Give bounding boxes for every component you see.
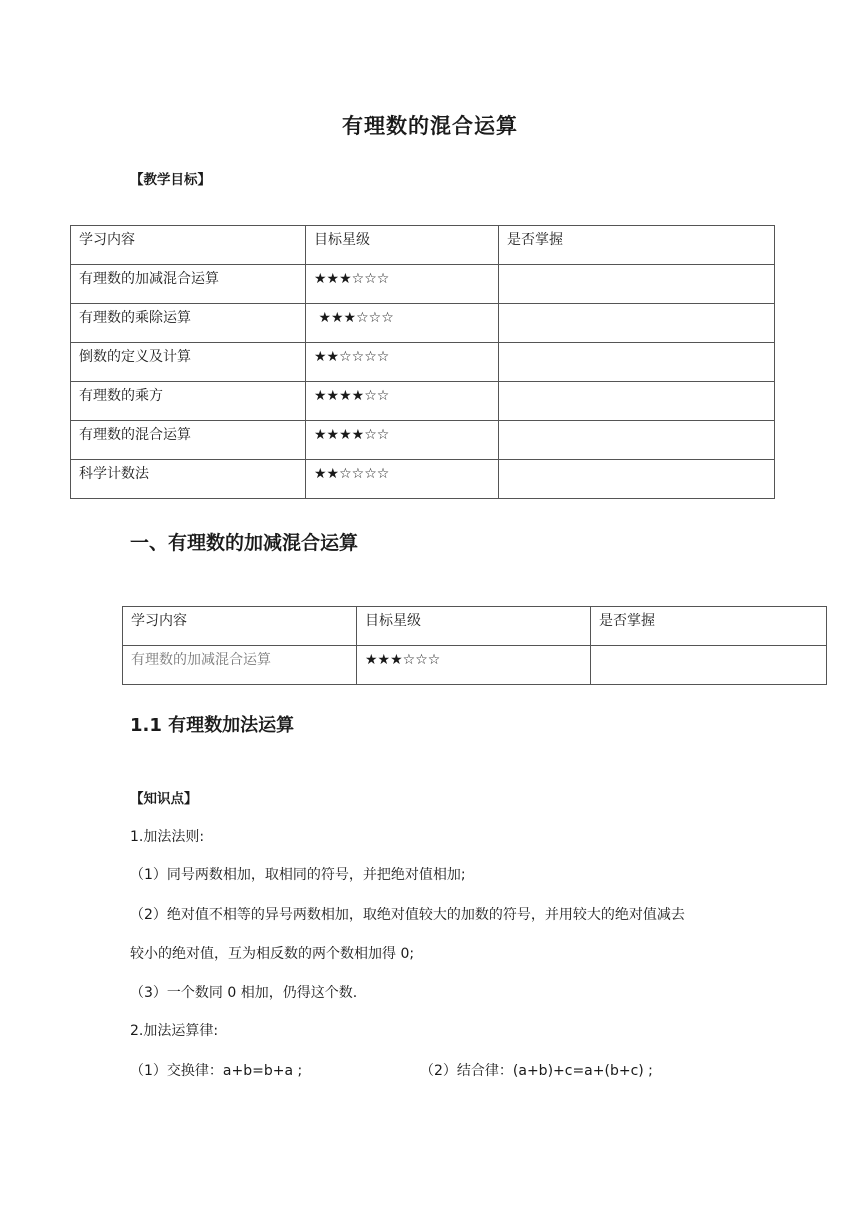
cell-mastered xyxy=(591,646,827,685)
cell-stars: ★★★☆☆☆ xyxy=(357,646,591,685)
section-heading: 一、有理数的加减混合运算 xyxy=(130,532,359,554)
table-row xyxy=(71,265,775,304)
header-cell-content: 学习内容 xyxy=(123,607,357,646)
table-row xyxy=(71,421,775,460)
paragraph-line: （2）绝对值不相等的异号两数相加，取绝对值较大的加数的符号，并用较大的绝对值减去 xyxy=(130,907,685,923)
page-title: 有理数的混合运算 xyxy=(342,114,518,138)
cell-mastered xyxy=(499,265,775,304)
teaching-goals-label: 【教学目标】 xyxy=(130,172,211,188)
knowledge-points-label: 【知识点】 xyxy=(130,791,198,807)
cell-mastered xyxy=(499,343,775,382)
cell-stars: ★★★★☆☆ xyxy=(306,382,499,421)
paragraph-line: 较小的绝对值，互为相反数的两个数相加得 0; xyxy=(130,946,415,962)
paragraph-line: （1）同号两数相加，取相同的符号，并把绝对值相加; xyxy=(130,867,466,883)
cell-content: 有理数的乘除运算 xyxy=(71,304,306,343)
cell-content: 有理数的加减混合运算 xyxy=(71,265,306,304)
table-row xyxy=(71,304,775,343)
cell-stars: ★★☆☆☆☆ xyxy=(306,460,499,499)
table-row xyxy=(123,646,827,685)
cell-mastered xyxy=(499,382,775,421)
paragraph-line: （3）一个数同 0 相加，仍得这个数. xyxy=(130,985,358,1001)
cell-content: 倒数的定义及计算 xyxy=(71,343,306,382)
cell-stars: ★★★★☆☆ xyxy=(306,421,499,460)
header-cell-stars: 目标星级 xyxy=(306,226,499,265)
cell-stars: ★★★☆☆☆ xyxy=(306,304,499,343)
cell-mastered xyxy=(499,460,775,499)
cell-content: 有理数的加减混合运算 xyxy=(123,646,357,685)
header-cell-stars: 目标星级 xyxy=(357,607,591,646)
cell-mastered xyxy=(499,421,775,460)
paragraph-line: 1.加法法则: xyxy=(130,829,205,845)
section-goals-table xyxy=(122,606,827,685)
table-row xyxy=(71,460,775,499)
table-header-row xyxy=(123,607,827,646)
cell-content: 科学计数法 xyxy=(71,460,306,499)
cell-content: 有理数的混合运算 xyxy=(71,421,306,460)
header-cell-mastered: 是否掌握 xyxy=(499,226,775,265)
table-header-row xyxy=(71,226,775,265)
paragraph-line: （2）结合律：(a+b)+c=a+(b+c) ; xyxy=(420,1063,653,1079)
table-row xyxy=(71,382,775,421)
paragraph-line: 2.加法运算律: xyxy=(130,1023,219,1039)
cell-stars: ★★☆☆☆☆ xyxy=(306,343,499,382)
header-cell-mastered: 是否掌握 xyxy=(591,607,827,646)
cell-content: 有理数的乘方 xyxy=(71,382,306,421)
cell-mastered xyxy=(499,304,775,343)
subsection-heading: 1.1 有理数加法运算 xyxy=(130,715,295,736)
cell-stars: ★★★☆☆☆ xyxy=(306,265,499,304)
table-row xyxy=(71,343,775,382)
paragraph-line: （1）交换律：a+b=b+a ; xyxy=(130,1063,303,1079)
header-cell-content: 学习内容 xyxy=(71,226,306,265)
goals-table xyxy=(70,225,775,499)
